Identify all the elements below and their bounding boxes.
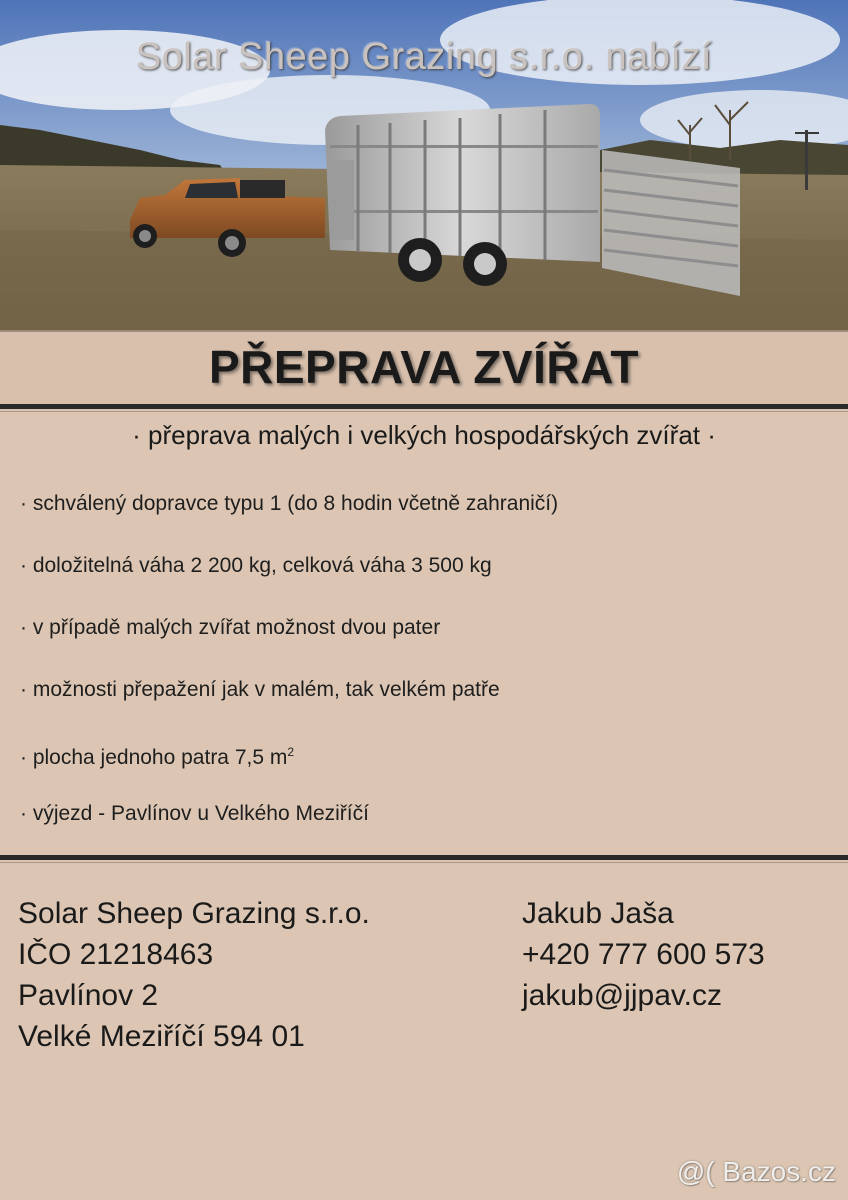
divider-bottom [0,855,848,860]
person-phone[interactable]: +420 777 600 573 [522,938,765,971]
superscript: 2 [287,745,295,759]
feature-item: · schválený dopravce typu 1 (do 8 hodin včetně zahraničí) [20,492,559,515]
company-contact [18,893,370,1057]
feature-list [20,490,558,862]
feature-item: · v případě malých zvířat možnost dvou pater [20,616,441,639]
divider-top [0,404,848,409]
bazos-watermark: @( Bazos.cz [676,1156,836,1187]
person-name: Jakub Jaša [522,897,674,930]
feature-item: · plocha jednoho patra 7,5 $m^2$ [20,745,295,769]
company-street: Pavlínov 2 [18,979,159,1012]
person-email[interactable]: jakub@jjpav.cz [522,979,722,1012]
person-contact [522,893,765,1016]
subtitle: · přeprava malých i velkých hospodářských zvířat · [132,420,716,450]
company-city: Velké Meziříčí 594 01 [18,1020,305,1053]
feature-item: · možnosti přepažení jak v malém, tak velkém patře [20,678,500,701]
feature-item: · doložitelná váha 2 200 kg, celková váha 3 500 kg [20,554,492,577]
feature-item: · výjezd - Pavlínov u Velkého Meziříčí [20,802,369,825]
company-ico: IČO 21218463 [18,938,214,971]
headline: Solar Sheep Grazing s.r.o. nabízí [135,36,713,78]
page-title: PŘEPRAVA ZVÍŘAT [208,341,640,393]
company-name: Solar Sheep Grazing s.r.o. [18,897,370,930]
